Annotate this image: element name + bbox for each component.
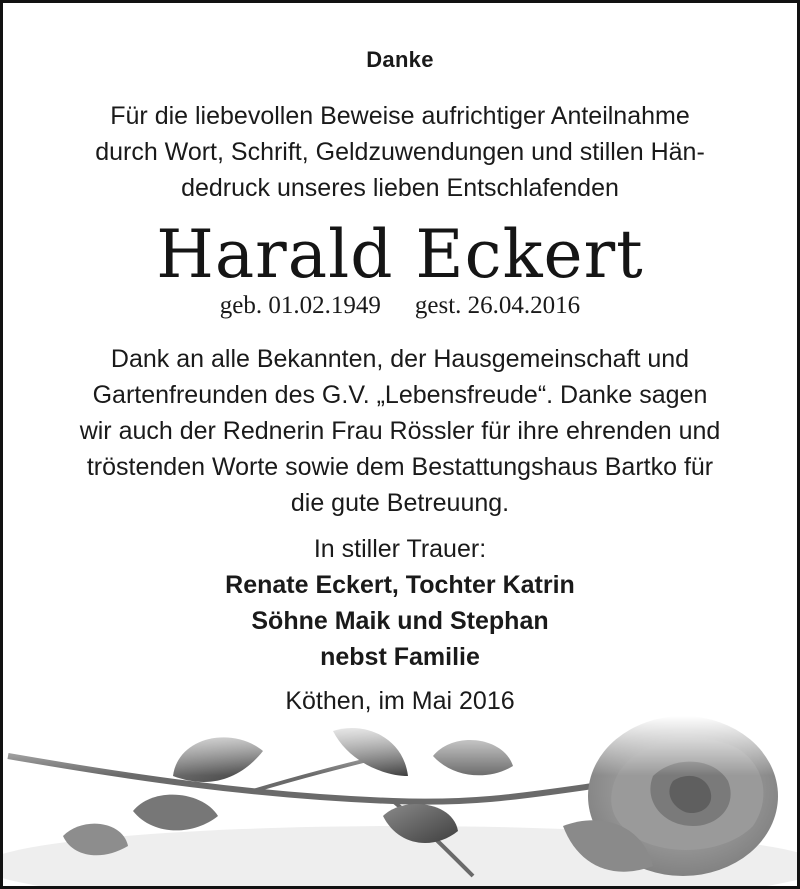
place-date: Köthen, im Mai 2016 <box>285 687 515 715</box>
birth-date: geb. 01.02.1949 <box>219 292 381 319</box>
life-dates <box>3 290 797 322</box>
signer-line: Söhne Maik und Stephan <box>251 607 549 635</box>
thanks-line: Gartenfreunden des G.V. „Lebensfreude“. Danke sagen <box>92 381 708 409</box>
rose-branch-illustration <box>3 716 797 886</box>
deceased-name: Harald Eckert <box>156 216 644 293</box>
thanks-line: die gute Betreuung. <box>290 489 510 517</box>
intro-text <box>43 98 757 206</box>
thanks-line: Dank an alle Bekannten, der Hausgemeinschaft und <box>110 345 690 373</box>
mourners-block <box>3 531 797 675</box>
heading: Danke <box>366 47 434 72</box>
signer-line: Renate Eckert, Tochter Katrin <box>225 571 575 599</box>
thanks-text <box>43 341 757 521</box>
thanks-line: tröstenden Worte sowie dem Bestattungshaus Bartko für <box>86 453 714 481</box>
thanks-line: wir auch der Rednerin Frau Rössler für ihre ehrenden und <box>79 417 721 445</box>
intro-line: Für die liebevollen Beweise aufrichtiger Anteilnahme <box>110 102 690 130</box>
intro-line: dedruck unseres lieben Entschlafenden <box>181 174 619 202</box>
signer-line: nebst Familie <box>320 643 480 671</box>
mourning-intro: In stiller Trauer: <box>313 535 487 563</box>
death-date: gest. 26.04.2016 <box>414 292 581 319</box>
intro-line: durch Wort, Schrift, Geldzuwendungen und stillen Hän- <box>95 138 705 166</box>
